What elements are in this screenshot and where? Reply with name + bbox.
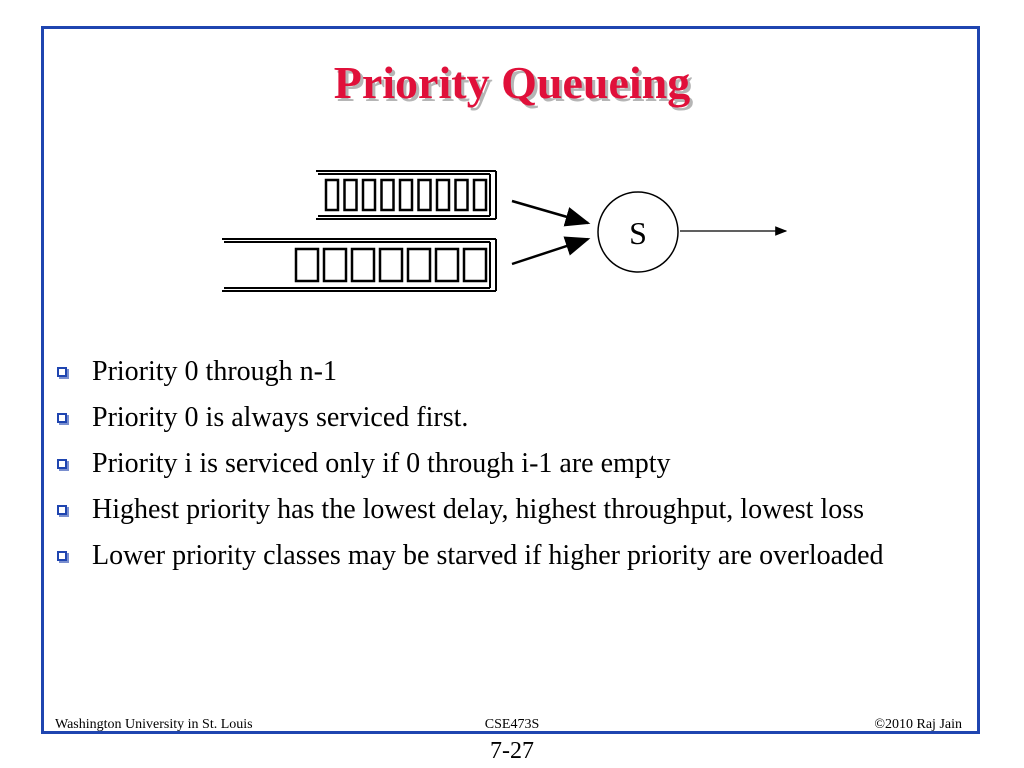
page-number: 7-27 (490, 738, 534, 764)
bullet-item: Lower priority classes may be starved if higher priority are overloaded (56, 536, 936, 576)
bullet-item: Priority 0 is always serviced first. (56, 398, 936, 438)
queue-packet (296, 249, 318, 281)
bullet-list (56, 352, 936, 582)
queue-packet (380, 249, 402, 281)
queue-packet (345, 180, 357, 210)
slide-title: Priority Queueing (333, 57, 691, 108)
bullet-box-icon (57, 413, 67, 423)
arrow-low-to-server (512, 239, 588, 264)
queue-packet (326, 180, 338, 210)
queue-packet (436, 249, 458, 281)
footer-copyright: ©2010 Raj Jain (874, 717, 962, 732)
priority-queue-diagram (0, 0, 1024, 340)
queue-packet (408, 249, 430, 281)
queue-packet (464, 249, 486, 281)
bullet-box-icon (57, 367, 67, 377)
queue-packet (382, 180, 394, 210)
bullet-item: Priority i is serviced only if 0 through i-1 are empty (56, 444, 936, 484)
footer-institution: Washington University in St. Louis (55, 717, 253, 732)
server-label: S (629, 215, 647, 251)
bullet-box-icon (57, 505, 67, 515)
bullet-item: Highest priority has the lowest delay, highest throughput, lowest loss (56, 490, 936, 530)
queue-packet (324, 249, 346, 281)
footer-course: CSE473S (484, 717, 540, 732)
queue-packet (419, 180, 431, 210)
queue-packet (437, 180, 449, 210)
bullet-item: Priority 0 through n-1 (56, 352, 936, 392)
queue-packet (474, 180, 486, 210)
queue-packet (352, 249, 374, 281)
arrow-high-to-server (512, 201, 588, 223)
low-priority-queue (222, 239, 496, 291)
queue-packet (400, 180, 412, 210)
bullet-box-icon (57, 551, 67, 561)
bullet-box-icon (57, 459, 67, 469)
queue-packet (456, 180, 468, 210)
queue-packet (363, 180, 375, 210)
high-priority-queue (316, 171, 496, 219)
